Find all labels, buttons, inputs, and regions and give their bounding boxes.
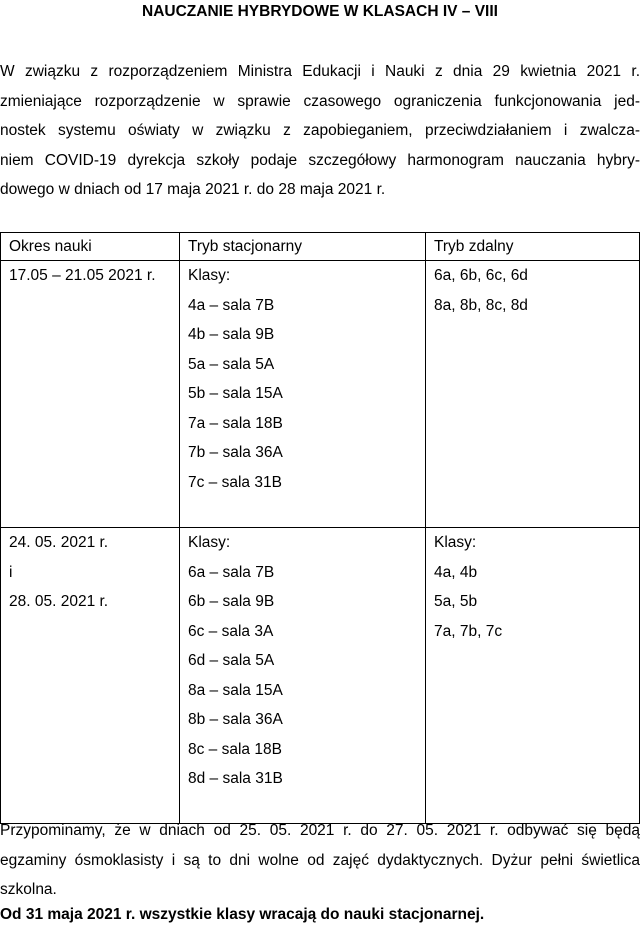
remote-line: 4a, 4b [434,563,478,581]
reminder-paragraph [0,816,640,905]
remote-line: 7a, 7b, 7c [434,622,503,640]
reminder-line: Przypominamy, że w dniach od 25. 05. 2021 r. do 27. 05. 2021 r. odbywać się będą [0,822,640,839]
remote-line: Klasy: [434,534,477,551]
stationary-line: 5b – sala 15A [188,385,283,402]
intro-line: nostek systemu oświaty w związku z zapobieganiem, przeciwdziałaniem i zwalcza- [0,122,640,139]
period-line: 24. 05. 2021 r. [9,534,109,551]
header-remote: Tryb zdalny [426,233,640,261]
intro-line: dowego w dniach od 17 maja 2021 r. do 28 maja 2021 r. [0,181,386,198]
remote-line: 5a, 5b [434,593,478,610]
stationary-line: 7c – sala 31B [188,473,282,491]
stationary-line: 5a – sala 5A [188,355,275,373]
table-row [1,261,640,528]
schedule-table [0,232,640,824]
stationary-line: 8d – sala 31B [188,770,283,787]
period-line: i [9,563,13,581]
stationary-cell [180,528,426,824]
reminder-line: egzaminy ósmoklasisty i są to dni wolne od zajęć dydaktycznych. Dyżur pełni świetlica [0,851,640,869]
stationary-line: 6a – sala 7B [188,563,275,581]
stationary-line: 6d – sala 5A [188,652,275,669]
period-line: 28. 05. 2021 r. [9,593,109,610]
remote-line: 6a, 6b, 6c, 6d [434,267,528,284]
remote-cell [426,528,640,824]
stationary-line: 8b – sala 36A [188,711,283,728]
stationary-line: 7b – sala 36A [188,444,283,461]
stationary-line: 7a – sala 18B [188,414,283,432]
intro-line: niem COVID-19 dyrekcja szkoły podaje szczegółowy harmonogram nauczania hybry- [0,151,640,169]
stationary-cell [180,261,426,528]
stationary-line: 8c – sala 18B [188,740,282,758]
closing-statement: Od 31 maja 2021 r. wszystkie klasy wracają do nauki stacjonarnej. [0,906,485,923]
table-row [1,528,640,824]
intro-line: zmieniające rozporządzenie w sprawie czasowego ograniczenia funkcjonowania jed- [0,92,640,110]
remote-line: 8a, 8b, 8c, 8d [434,296,528,314]
reminder-line: szkolna. [0,881,57,898]
page-title: NAUCZANIE HYBRYDOWE W KLASACH IV – VIII [142,3,498,20]
period-line: 17.05 – 21.05 2021 r. [9,267,156,284]
stationary-line: 8a – sala 15A [188,681,283,699]
stationary-line: Klasy: [188,534,231,551]
period-cell [1,261,180,528]
stationary-line: 6c – sala 3A [188,622,274,640]
header-stationary: Tryb stacjonarny [180,233,426,261]
stationary-line: 4b – sala 9B [188,326,275,343]
intro-paragraph [0,57,640,205]
header-period: Okres nauki [1,233,180,261]
table-header-row [1,233,640,261]
remote-cell [426,261,640,528]
intro-line: W związku z rozporządzeniem Ministra Edukacji i Nauki z dnia 29 kwietnia 2021 r. [0,63,640,80]
stationary-line: Klasy: [188,267,231,284]
stationary-line: 6b – sala 9B [188,593,275,610]
period-cell [1,528,180,824]
stationary-line: 4a – sala 7B [188,296,275,314]
